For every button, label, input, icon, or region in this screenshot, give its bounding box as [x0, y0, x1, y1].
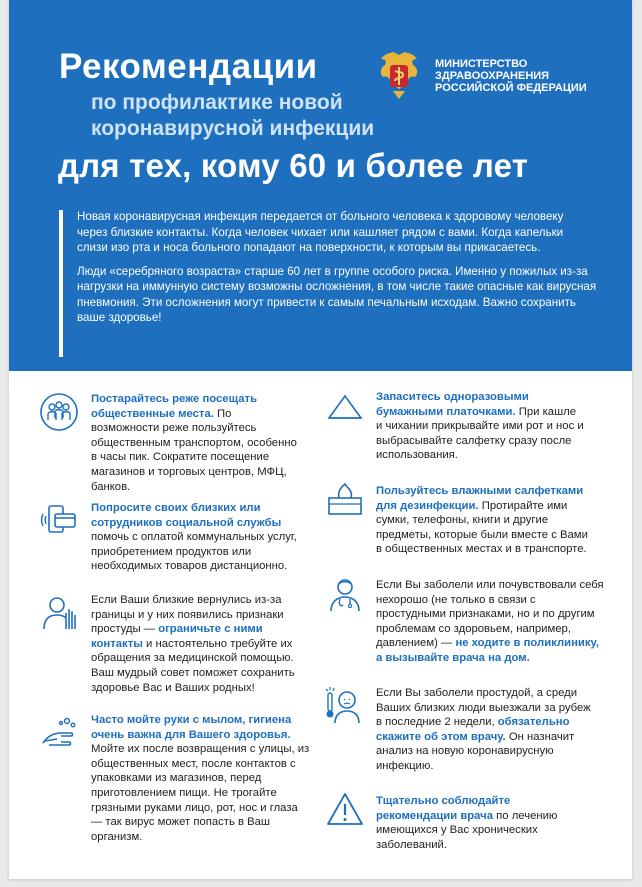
warning-icon	[325, 790, 365, 830]
tip-highlight: Попросите своих близких или сотрудников социальной службы	[91, 502, 282, 529]
tip-text: Если Вы заболели простудой, а среди Ваших близких люди выезжали за рубеж в последние 2 недели,	[376, 687, 591, 729]
crowd-icon	[39, 392, 79, 432]
tip-text: Мойте их после возвращения с улицы, из общественных мест, после контактов с упаковками из магазинов, перед приготовлением пищи. Не трогайте грязными руками лицо, рот, нос и глаза — так вирус может попасть в Ваш организм.	[91, 743, 310, 843]
tip-limit-contacts	[91, 593, 303, 695]
card-payment-icon	[39, 500, 79, 540]
intro-paragraph-2: Люди «серебряного возраста» старше 60 лет в группе особого риска. Именно у пожилых из-за нагрузки на иммунную систему возможны осложнения, в том числе такие опасные как вирусная пневмония. Эти осложнения могут привести к самым печальным исходам. Важно сохранить ваше здоровье!	[77, 264, 597, 324]
coat-of-arms-icon	[375, 49, 423, 101]
hand-washing-icon	[39, 713, 79, 753]
audience-heading: для тех, кому 60 и более лет	[58, 147, 529, 184]
ministry-name	[435, 58, 587, 94]
tip-text-2: Он назначит анализ на новую коронавирусную инфекцию.	[376, 730, 575, 772]
subtitle-line-2: коронавирусной инфекции	[91, 117, 375, 140]
intro-text	[77, 209, 597, 334]
stop-hand-icon	[39, 593, 79, 633]
tip-highlight: Запаситесь одноразовыми бумажными платочками.	[376, 391, 529, 418]
header	[9, 0, 632, 371]
tip-disposable-tissues	[376, 390, 584, 463]
subtitle-line-1: по профилактике новой	[91, 91, 343, 114]
ministry-line-3: РОССИЙСКОЙ ФЕДЕРАЦИИ	[435, 82, 587, 94]
intro-paragraph-1: Новая коронавирусная инфекция передается от больного человека к здоровому человеку через близкие контакты. Когда человек чихает или кашляет рядом с вами. Когда капельки слизи изо рта и носа больного попадают на поверхности, к которым вы прикасаетесь.	[77, 210, 564, 254]
doctor-icon	[325, 575, 365, 615]
ministry-line-1: МИНИСТЕРСТВО	[435, 58, 528, 70]
tip-wet-wipes	[376, 484, 591, 557]
wet-wipes-icon	[325, 480, 365, 520]
tip-text: Если Ваши близкие вернулись из-за границы и у них появились признаки простуды —	[91, 594, 284, 636]
sick-person-thermometer-icon	[323, 685, 363, 725]
poster-title: Рекомендации	[59, 47, 318, 86]
tip-avoid-public-places	[91, 392, 297, 494]
tip-text: Протирайте ими сумки, телефоны, книги и другие предметы, которые были вместе с Вами в общественных местах и в транспорте.	[376, 499, 588, 556]
tip-text: Если Вы заболели или почувствовали себя нехорошо (не только в связи с простудными признаками, но и по другим проблемам со здоровьем, например, давлением) —	[376, 579, 604, 650]
tip-highlight: обязательно скажите об этом врачу.	[376, 716, 570, 743]
tip-call-doctor-home	[376, 578, 606, 666]
intro-accent-bar	[59, 210, 63, 357]
tip-highlight: Пользуйтесь влажными салфетками для дезинфекции.	[376, 485, 584, 512]
tip-highlight: Постарайтесь реже посещать общественные места.	[91, 393, 258, 420]
tip-highlight: ограничьте с ними контакты	[91, 623, 263, 650]
tip-highlight: не ходите в поликлинику, а вызывайте врача на дом.	[376, 637, 600, 664]
ministry-line-2: ЗДРАВООХРАНЕНИЯ	[435, 70, 550, 82]
tip-wash-hands	[91, 713, 311, 844]
tip-tell-doctor	[376, 686, 596, 774]
tip-ask-relatives	[91, 501, 297, 574]
tip-text: При кашле и чихании прикрывайте ими рот и нос и выбрасывайте салфетку сразу после использования.	[376, 405, 584, 462]
tip-highlight: Часто мойте руки с мылом, гигиена очень важна для Вашего здоровья.	[91, 714, 292, 741]
poster	[9, 0, 632, 879]
tip-text: помочь с оплатой коммунальных услуг, приобретением продуктов или необходимых товаров дистанционно.	[91, 531, 297, 573]
tip-follow-doctor	[376, 794, 591, 852]
tip-text: по лечению имеющихся у Вас хронических заболеваний.	[376, 809, 558, 851]
tissue-icon	[325, 388, 365, 428]
tip-highlight: Тщательно соблюдайте рекомендации врача	[376, 795, 511, 822]
tip-text: По возможности реже пользуйтесь общественным транспортом, особенно в часы пик. Сократите посещение магазинов и торговых центров, МФЦ, банков.	[91, 407, 297, 493]
tip-text-2: и настоятельно требуйте их обращения за медицинской помощью. Ваш мудрый совет поможет сохранить здоровье Вас и Ваших родных!	[91, 637, 295, 694]
